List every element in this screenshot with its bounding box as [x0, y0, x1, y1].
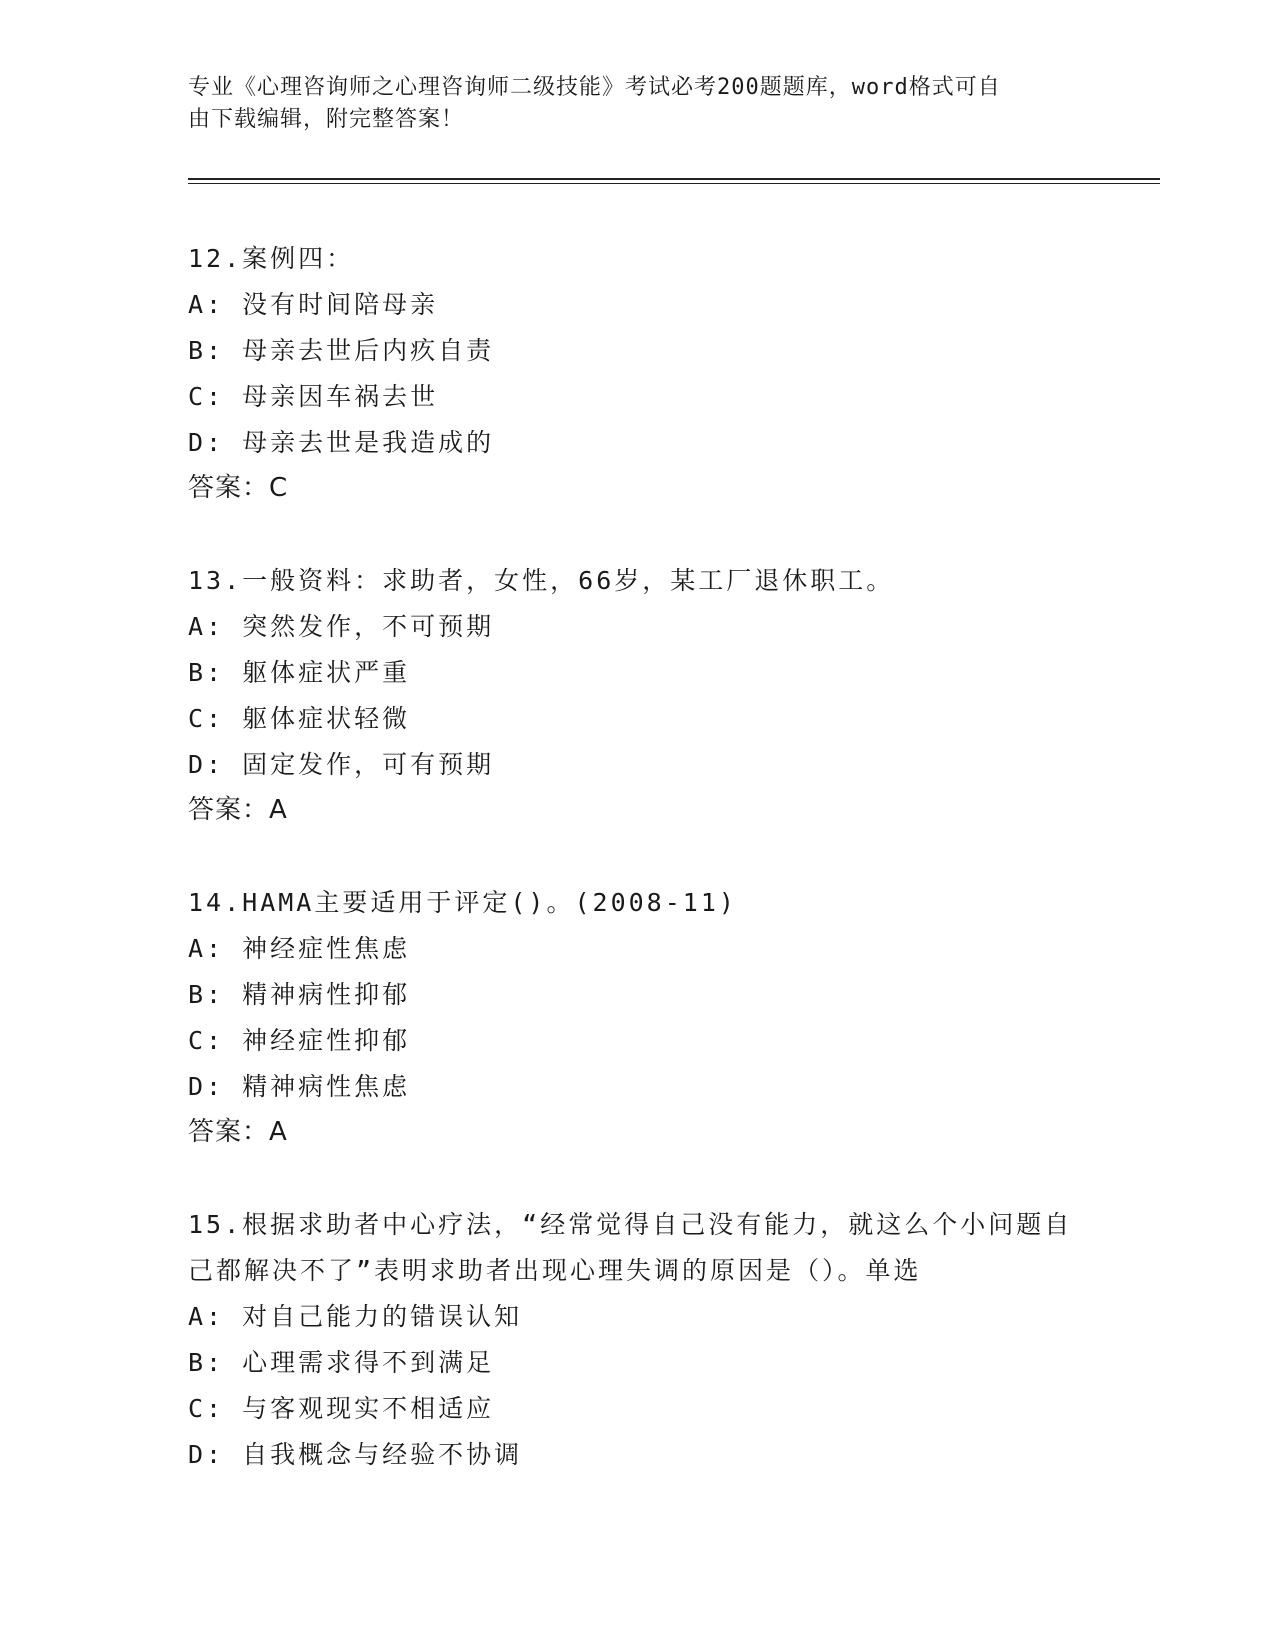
option-b: B: 躯体症状严重: [188, 658, 411, 687]
question-title: 15.根据求助者中心疗法，“经常觉得自己没有能力，就这么个小问题自己都解决不了”表明求助者出现心理失调的原因是（）。单选: [188, 1210, 1073, 1285]
option-d: D: 精神病性焦虑: [188, 1072, 411, 1101]
document-header: [188, 72, 1088, 136]
question-12: [188, 236, 1088, 510]
option-b: B: 母亲去世后内疚自责: [188, 336, 495, 365]
question-15: [188, 1202, 1088, 1478]
option-a: A: 没有时间陪母亲: [188, 290, 439, 319]
question-title: 12.案例四：: [188, 244, 355, 273]
option-a: A: 对自己能力的错误认知: [188, 1302, 523, 1331]
header-line-1: 专业《心理咨询师之心理咨询师二级技能》考试必考200题题库，word格式可自: [188, 75, 1001, 100]
answer-line: 答案：C: [188, 473, 289, 503]
option-c: C: 母亲因车祸去世: [188, 382, 439, 411]
option-d: D: 固定发作，可有预期: [188, 750, 495, 779]
answer-line: 答案：A: [188, 795, 288, 825]
option-d: D: 母亲去世是我造成的: [188, 428, 495, 457]
answer-line: 答案：A: [188, 1117, 288, 1147]
header-line-2: 由下载编辑，附完整答案！: [188, 107, 465, 132]
option-a: A: 突然发作，不可预期: [188, 612, 495, 641]
question-14: [188, 880, 1088, 1154]
option-c: C: 躯体症状轻微: [188, 704, 411, 733]
header-divider: [188, 178, 1160, 184]
option-a: A: 神经症性焦虑: [188, 934, 411, 963]
option-c: C: 与客观现实不相适应: [188, 1394, 495, 1423]
question-list: [188, 236, 1088, 1526]
option-b: B: 精神病性抑郁: [188, 980, 411, 1009]
option-b: B: 心理需求得不到满足: [188, 1348, 495, 1377]
question-13: [188, 558, 1088, 832]
question-title: 13.一般资料：求助者，女性，66岁，某工厂退休职工。: [188, 566, 895, 595]
option-c: C: 神经症性抑郁: [188, 1026, 411, 1055]
question-title: 14.HAMA主要适用于评定()。(2008-11): [188, 888, 737, 917]
option-d: D: 自我概念与经验不协调: [188, 1440, 523, 1469]
